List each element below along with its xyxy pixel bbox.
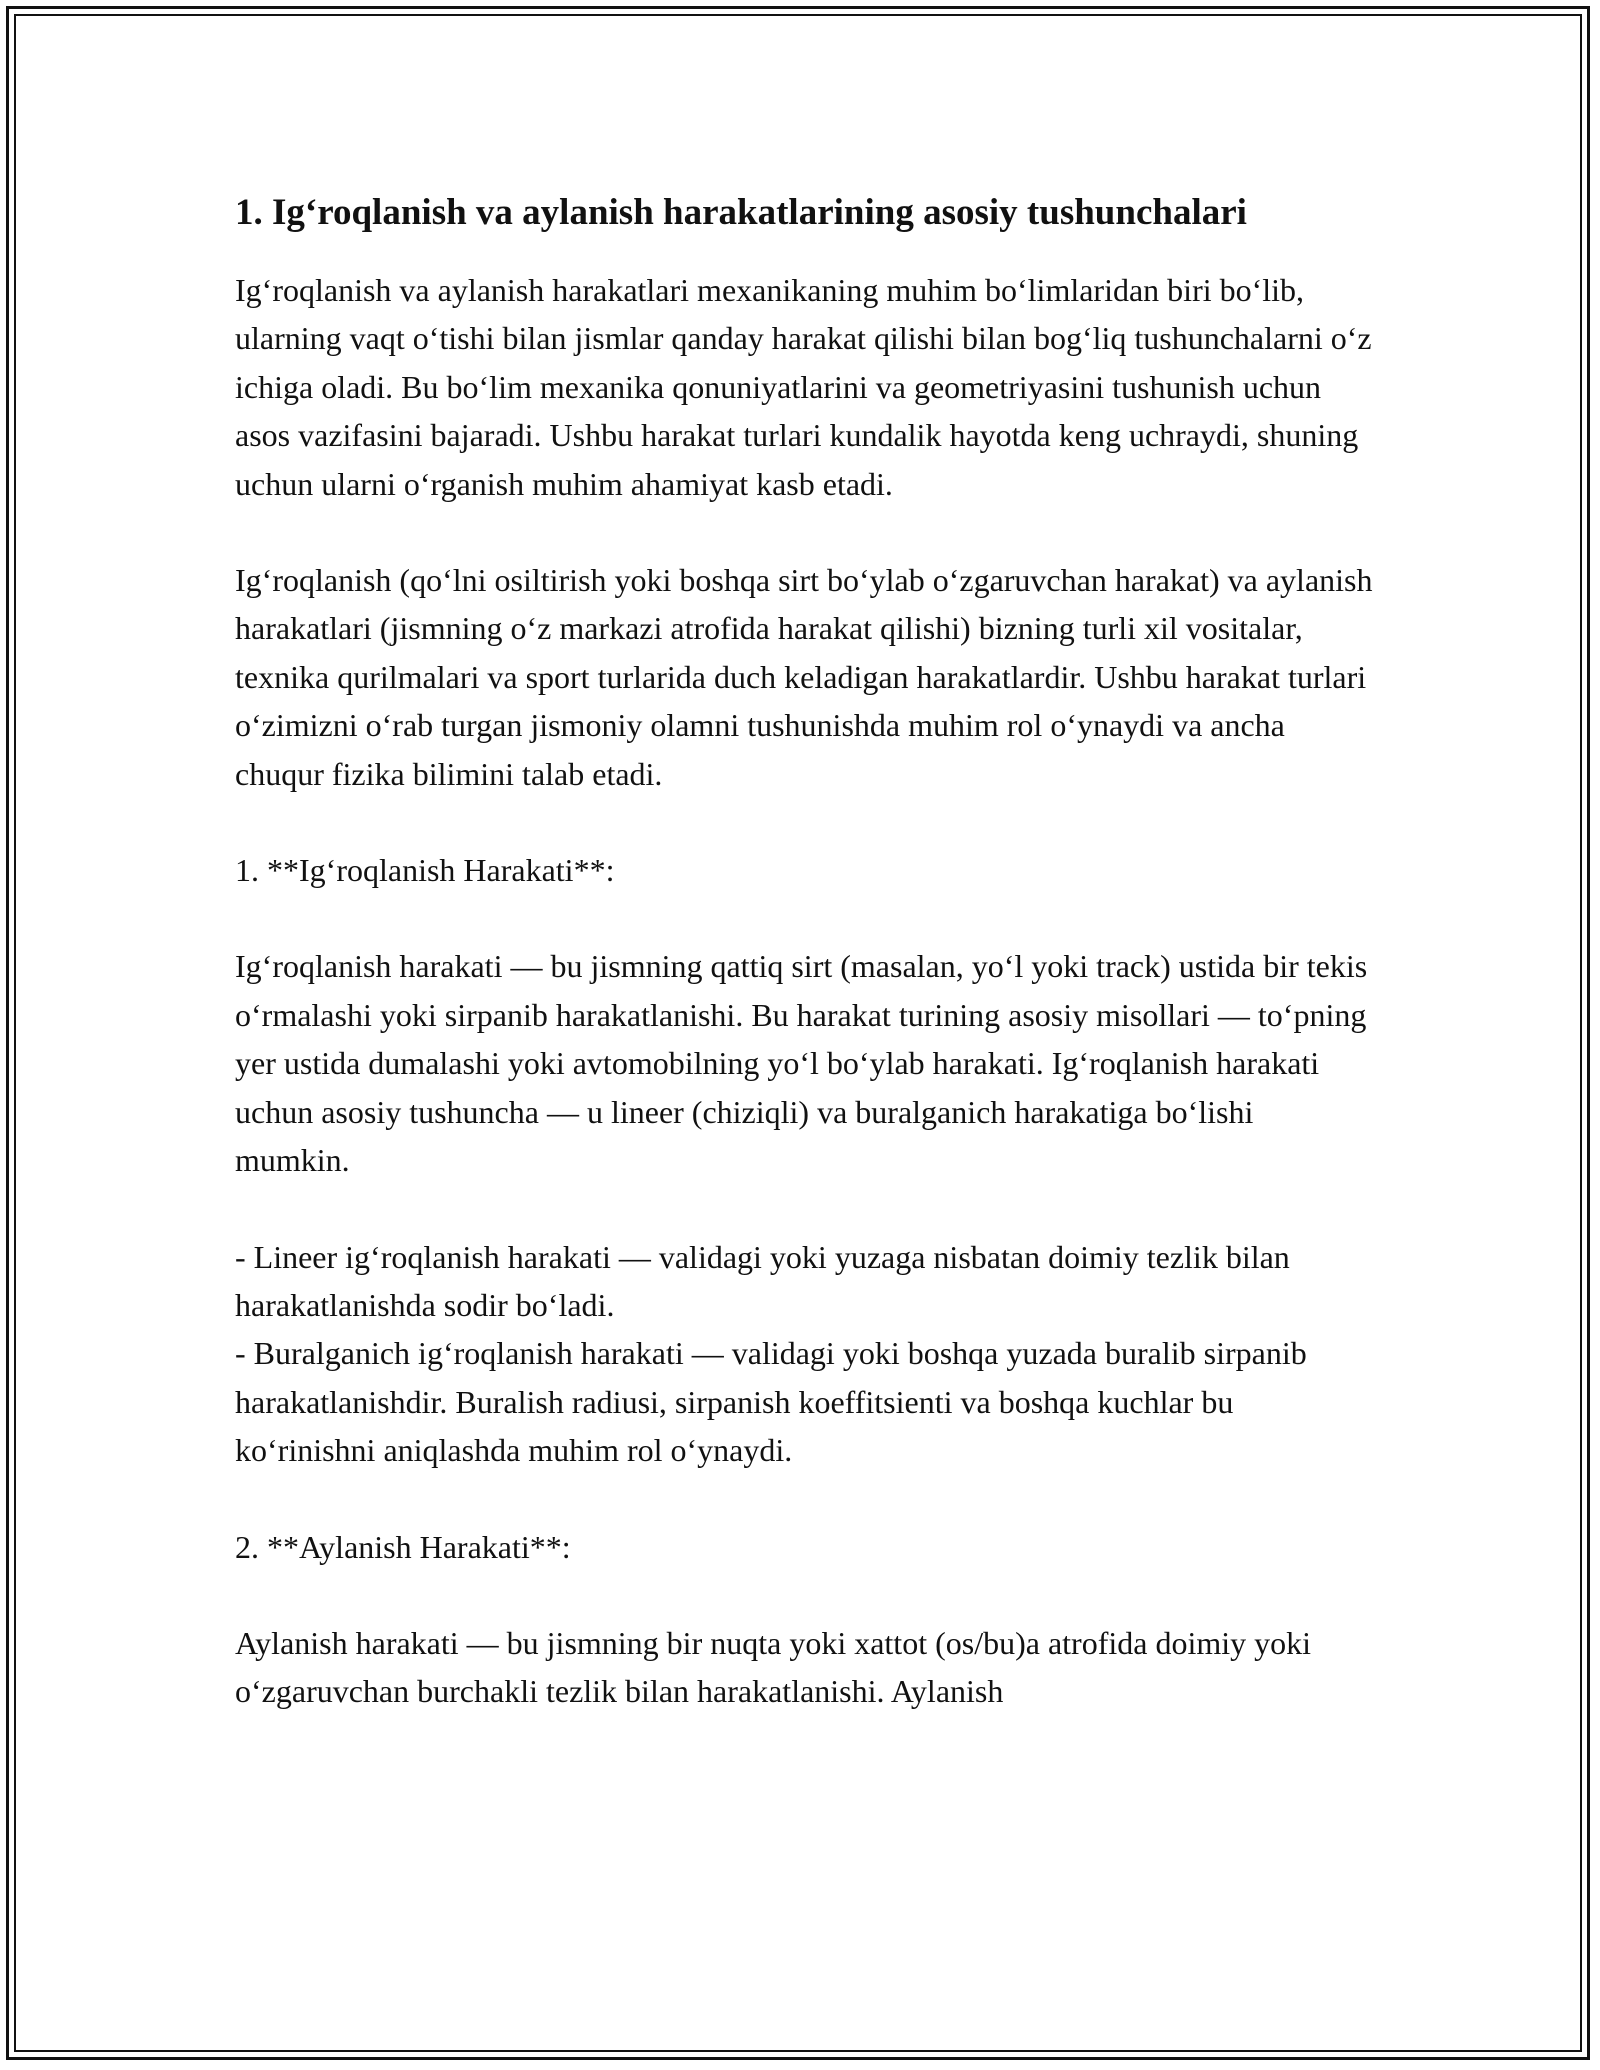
subheading-rotational-motion: 2. **Aylanish Harakati**: — [235, 1528, 571, 1565]
document-body — [235, 186, 1375, 1764]
list-rolling-types: - Lineer ig‘roqlanish harakati — validagi yoki yuzaga nisbatan doimiy tezlik bilan harakatlanishda sodir bo‘ladi. - Buralganich ig‘roqlanish harakati — validagi yoki boshqa yuzada buralib sirpanib harakatlanishdir. Buralish radiusi, sirpanish koeffitsienti va boshqa kuchlar bu ko‘rinishni aniqlashda muhim rol o‘ynaydi. — [235, 1238, 1307, 1469]
paragraph-definitions: Ig‘roqlanish (qo‘lni osiltirish yoki boshqa sirt bo‘ylab o‘zgaruvchan harakat) va aylanish harakatlari (jismning o‘z markazi atrofida harakat qilishi) bizning turli xil vositalar, texnika qurilmalari va sport turlarida duch keladigan harakatlardir. Ushbu harakat turlari o‘zimizni o‘rab turgan jismoniy olamni tushunishda muhim rol o‘ynaydi va ancha chuqur fizika bilimini talab etadi. — [235, 562, 1373, 792]
paragraph-intro: Ig‘roqlanish va aylanish harakatlari mexanikaning muhim bo‘limlaridan biri bo‘lib, ularning vaqt o‘tishi bilan jismlar qanday harakat qilishi bilan bog‘liq tushunchalarni o‘z ichiga oladi. Bu bo‘lim mexanika qonuniyatlarini va geometriyasini tushunish uchun asos vazifasini bajaradi. Ushbu harakat turlari kundalik hayotda keng uchraydi, shuning uchun ularni o‘rganish muhim ahamiyat kasb etadi. — [235, 272, 1372, 502]
paragraph-rotational-motion: Aylanish harakati — bu jismning bir nuqta yoki xattot (os/bu)a atrofida doimiy yoki o‘zgaruvchan burchakli tezlik bilan harakatlanishi. Aylanish — [235, 1624, 1311, 1710]
paragraph-rolling-motion: Ig‘roqlanish harakati — bu jismning qattiq sirt (masalan, yo‘l yoki track) ustida bir tekis o‘rmalashi yoki sirpanib harakatlanishi. Bu harakat turining asosiy misollari — to‘pning yer ustida dumalashi yoki avtomobilning yo‘l bo‘ylab harakati. Ig‘roqlanish harakati uchun asosiy tushuncha — u lineer (chiziqli) va buralganich harakatiga bo‘lishi mumkin. — [235, 948, 1368, 1179]
section-heading: 1. Ig‘roqlanish va aylanish harakatlarining asosiy tushunchalari — [235, 192, 1247, 233]
subheading-rolling-motion: 1. **Ig‘roqlanish Harakati**: — [235, 852, 615, 889]
